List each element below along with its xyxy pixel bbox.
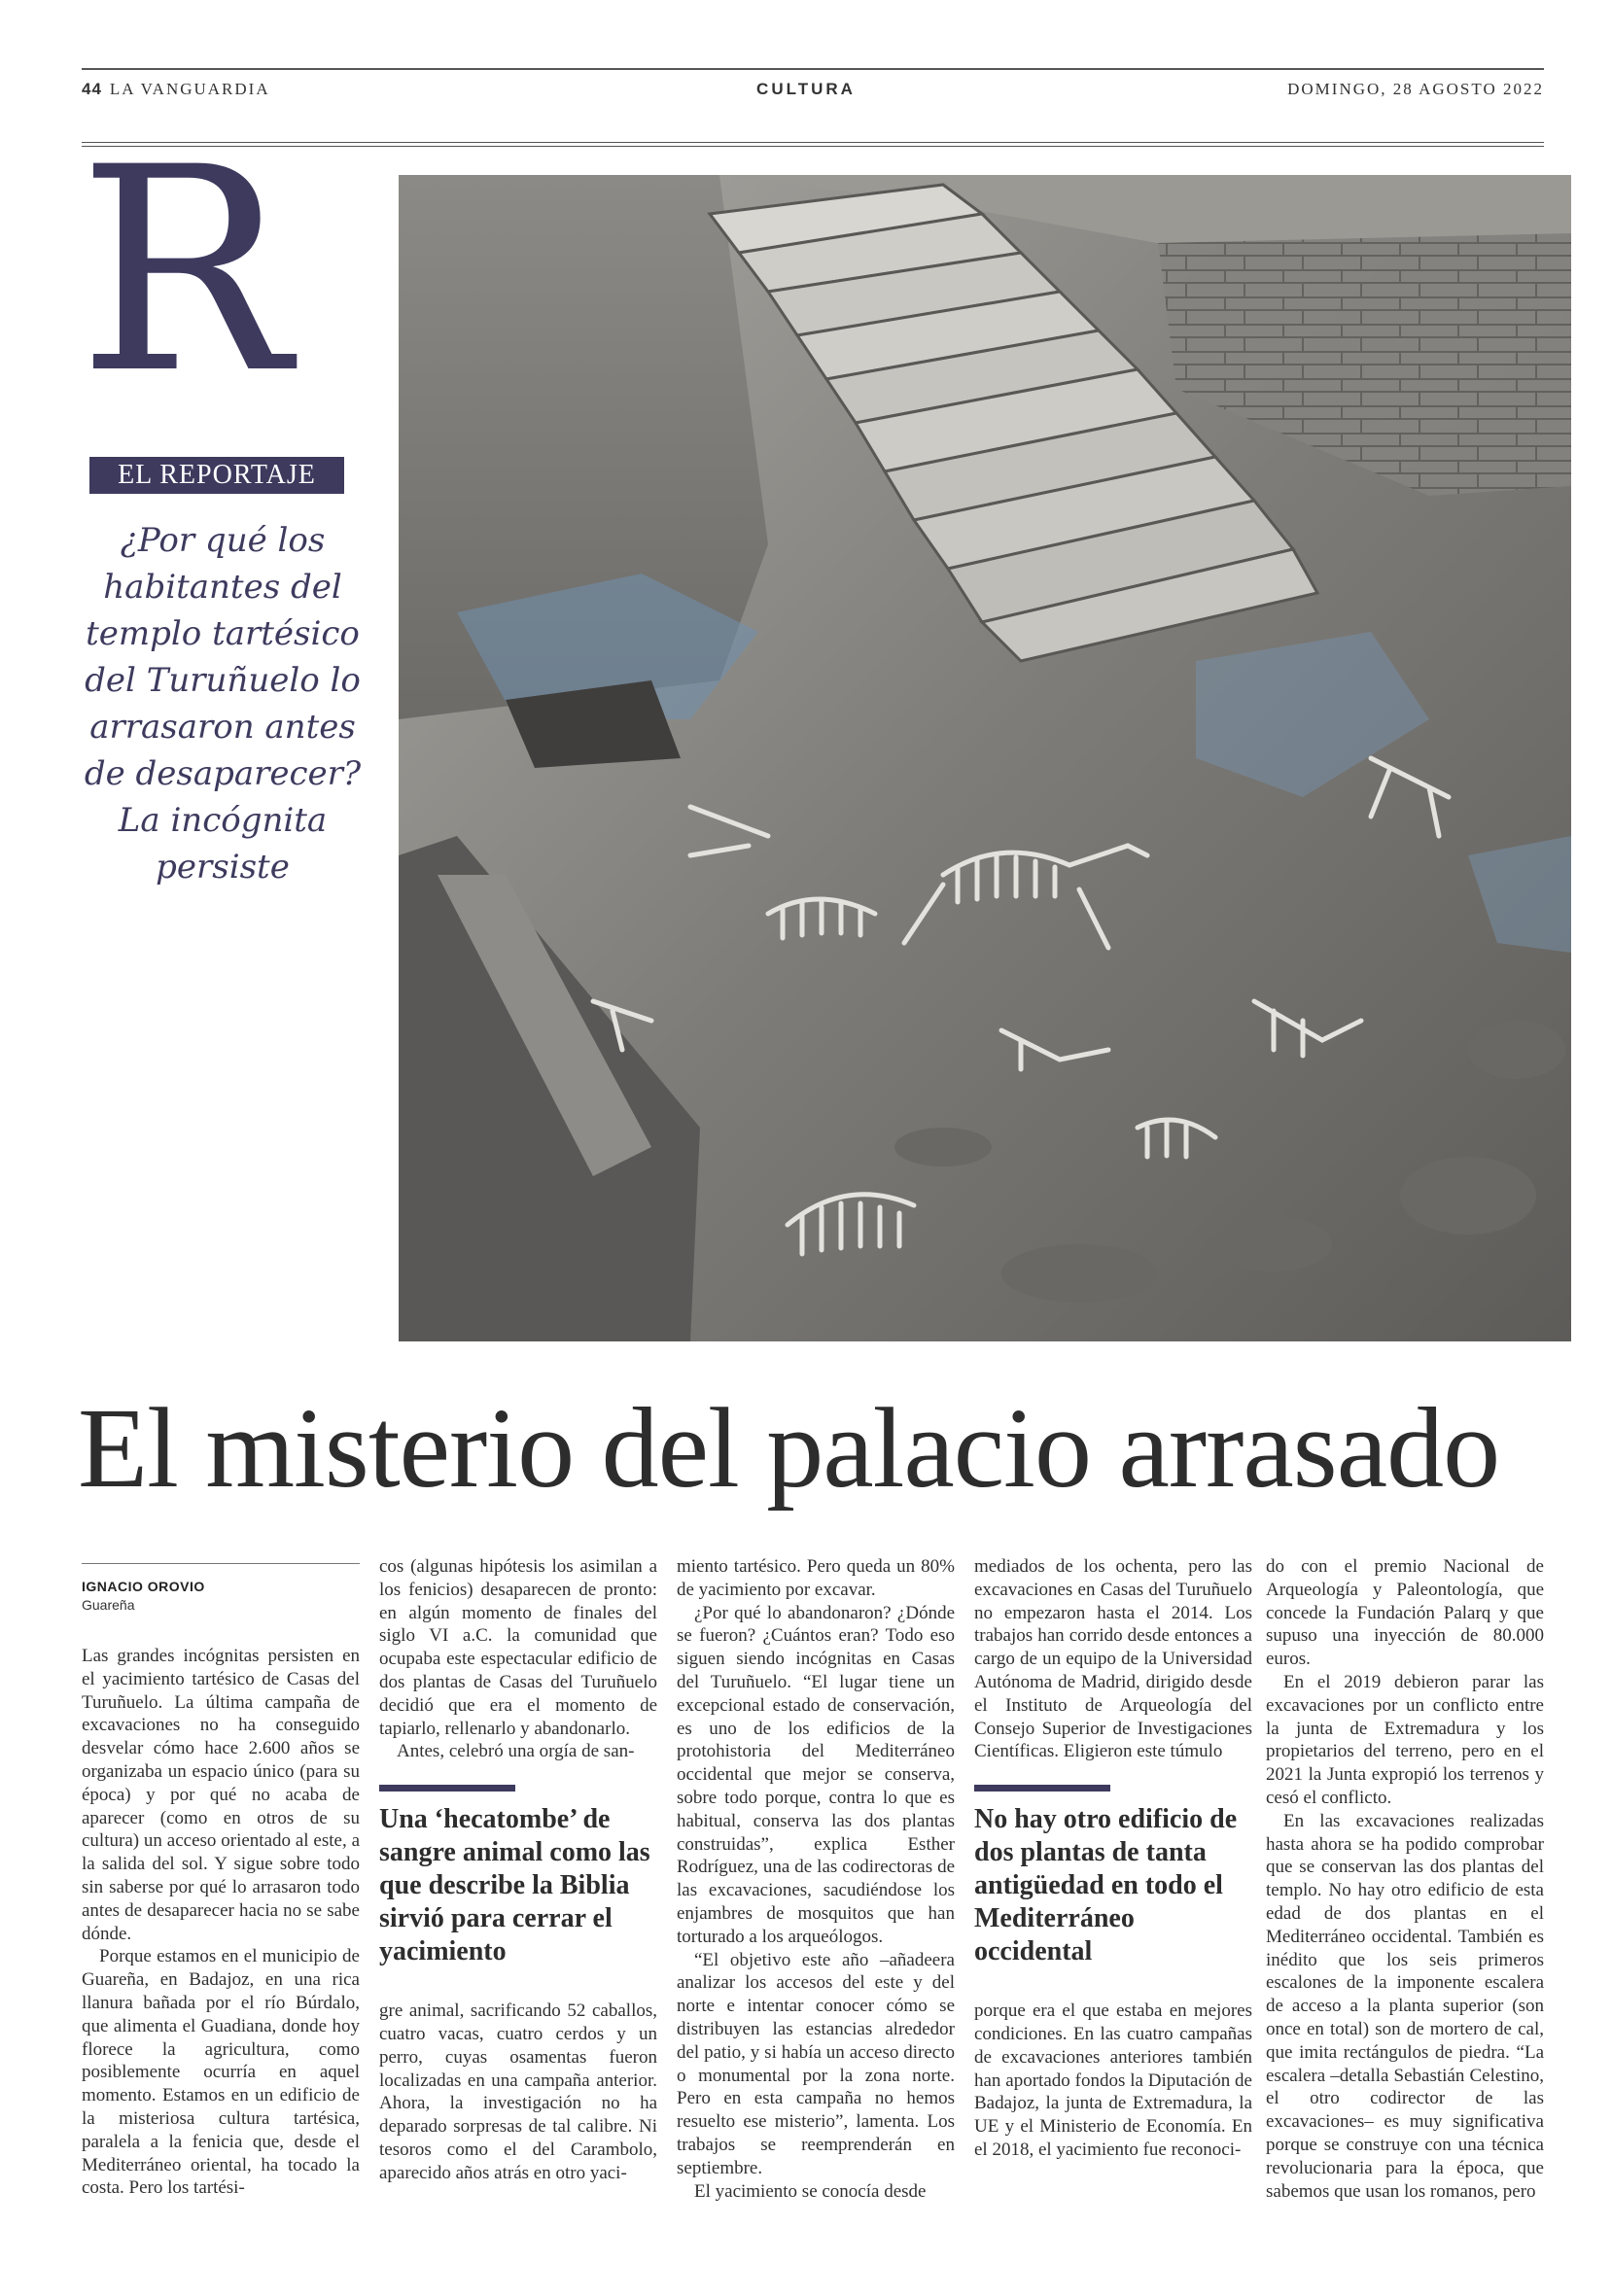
paragraph: do con el premio Nacional de Arqueología y Paleontología, que concede la Fundación Palarq y que supuso una inyección de 80.000 euros.	[1266, 1556, 1544, 1670]
paragraph: En el 2019 debieron parar las excavaciones por un conflicto entre la junta de Extremadura y los propietarios del terreno, pero en el 2021 la Junta expropió los terrenos y cesó el conflicto.	[1266, 1671, 1544, 1808]
section-name: CULTURA	[756, 80, 856, 98]
subhead: No hay otro edificio de dos plantas de tanta antigüedad en todo el Mediterráneo occidental	[974, 1804, 1238, 1967]
header-bottom-rule	[82, 142, 1544, 143]
paragraph: “El objetivo este año –añadeera analizar los accesos del este y del norte e intentar conocer cómo se distribuyen las estancias alrededor del patio, y si había un acceso directo o monumental por la zona norte. Pero en esta campaña no hemos resuelto ese misterio”, lamenta. Los trabajos se reemprenderán en septiembre.	[677, 1949, 955, 2178]
page-number: 44	[82, 80, 102, 98]
paragraph: porque era el que estaba en mejores condiciones. En las cuatro campañas de excavaciones anteriores también han aportado fondos la Diputación de Badajoz, la junta de Extremadura, la UE y el Ministerio de Economía. En el 2018, el yacimiento fue reconoci-	[974, 2000, 1252, 2160]
kicker: ¿Por qué los habitantes del templo tartésico del Turuñuelo lo arrasaron antes de desaparecer? La incógnita persiste	[84, 521, 362, 887]
subhead: Una ‘hecatombe’ de sangre animal como las que describe la Biblia sirvió para cerrar el yacimiento	[379, 1804, 650, 1967]
column-4	[974, 1555, 1252, 2162]
column-1	[82, 1555, 360, 2200]
publication-name: LA VANGUARDIA	[109, 80, 270, 98]
section-logo-letter: R	[78, 108, 291, 435]
paragraph: miento tartésico. Pero queda un 80% de yacimiento por excavar.	[677, 1556, 955, 1600]
paragraph: El yacimiento se conocía desde	[694, 2180, 927, 2202]
column-5	[1266, 1555, 1544, 2203]
section-label: EL REPORTAJE	[89, 457, 344, 494]
excavation-photo	[399, 175, 1571, 1341]
paragraph: ¿Por qué lo abandonaron? ¿Dónde se fueron? ¿Cuántos eran? Todo eso siguen siendo incógnitas en Casas del Turuñuelo. “El lugar tiene un excepcional estado de conservación, es uno de los edificios de la protohistoria del Mediterráneo occidental que mejor se conserva, sobre todo porque, contra lo que es habitual, conserva las dos plantas construidas”, explica Esther Rodríguez, una de las codirectoras de las excavaciones, sacudiéndose los enjambres de mosquitos que han torturado a los arqueólogos.	[677, 1602, 955, 1947]
paragraph: Antes, celebró una orgía de san-	[397, 1741, 635, 1762]
paragraph: gre animal, sacrificando 52 caballos, cuatro vacas, cuatro cerdos y un perro, cuyas osamentas fueron localizadas en una campaña anterior. Ahora, la investigación no ha deparado sorpresas de tal calibre. Ni tesoros como el del Carambolo, aparecido años atrás en otro yaci-	[379, 2000, 657, 2183]
paragraph: En las excavaciones realizadas hasta ahora se ha podido comprobar que se conservan las dos plantas del templo. No hay otro edificio de esta edad de dos plantas en el Mediterráneo occidental. También es inédito que los seis primeros escalones de la imponente escalera de acceso a la planta superior (son once en total) son de mortero de cal, que imita rectángulos de piedra. “La escalera –detalla Sebastián Celestino, el otro codirector de las excavaciones– es muy significativa porque se construye con una técnica revolucionaria para la época, que sabemos que usan los romanos, pero	[1266, 1810, 1544, 2202]
header-top-rule	[82, 68, 1544, 70]
header-bottom-rule-2	[82, 146, 1544, 147]
column-2	[379, 1555, 657, 2185]
issue-date: DOMINGO, 28 AGOSTO 2022	[1287, 80, 1544, 98]
subhead-bar	[974, 1785, 1110, 1792]
excavation-photo-illustration	[399, 175, 1571, 1341]
paragraph: mediados de los ochenta, pero las excavaciones en Casas del Turuñuelo no empezaron hasta el 2014. Los trabajos han corrido desde entonces a cargo de un equipo de la Universidad Autónoma de Madrid, dirigido desde el Instituto de Arqueología del Consejo Superior de Investigaciones Científicas. Eligieron este túmulo	[974, 1556, 1252, 1762]
paragraph: cos (algunas hipótesis los asimilan a los fenicios) desaparecen de pronto: en algún momento de finales del siglo VI a.C. la comunidad que ocupaba este espectacular edificio de dos plantas de Casas del Turuñuelo decidió que era el momento de tapiarlo, rellenarlo y abandonarlo.	[379, 1556, 657, 1739]
paragraph: Porque estamos en el municipio de Guareña, en Badajoz, en una rica llanura bañada por el río Búrdalo, que alimenta el Guadiana, donde hoy florece la agricultura, como posiblemente ocurría en aquel momento. Estamos en un edificio de la misteriosa cultura tartésica, paralela a la fenicia que, desde el Mediterráneo oriental, ha tocado la costa. Pero los tartési-	[82, 1946, 360, 2199]
subhead-bar	[379, 1785, 515, 1792]
column-3	[677, 1555, 955, 2203]
paragraph: Las grandes incógnitas persisten en el yacimiento tartésico de Casas del Turuñuelo. La última campaña de excavaciones no ha conseguido desvelar cómo hace 2.600 años se organizaba un espacio único (para su época) y por qué no acaba de aparecer (como en otros de su cultura) un acceso orientado al este, a la salida del sol. Y sigue sobre todo sin saberse por qué lo arrasaron todo antes de desaparecer hacia no se sabe dónde.	[82, 1646, 360, 1944]
headline: El misterio del palacio arrasado	[78, 1384, 1500, 1512]
byline-author: IGNACIO OROVIO	[82, 1579, 205, 1594]
byline-location: Guareña	[82, 1597, 135, 1613]
